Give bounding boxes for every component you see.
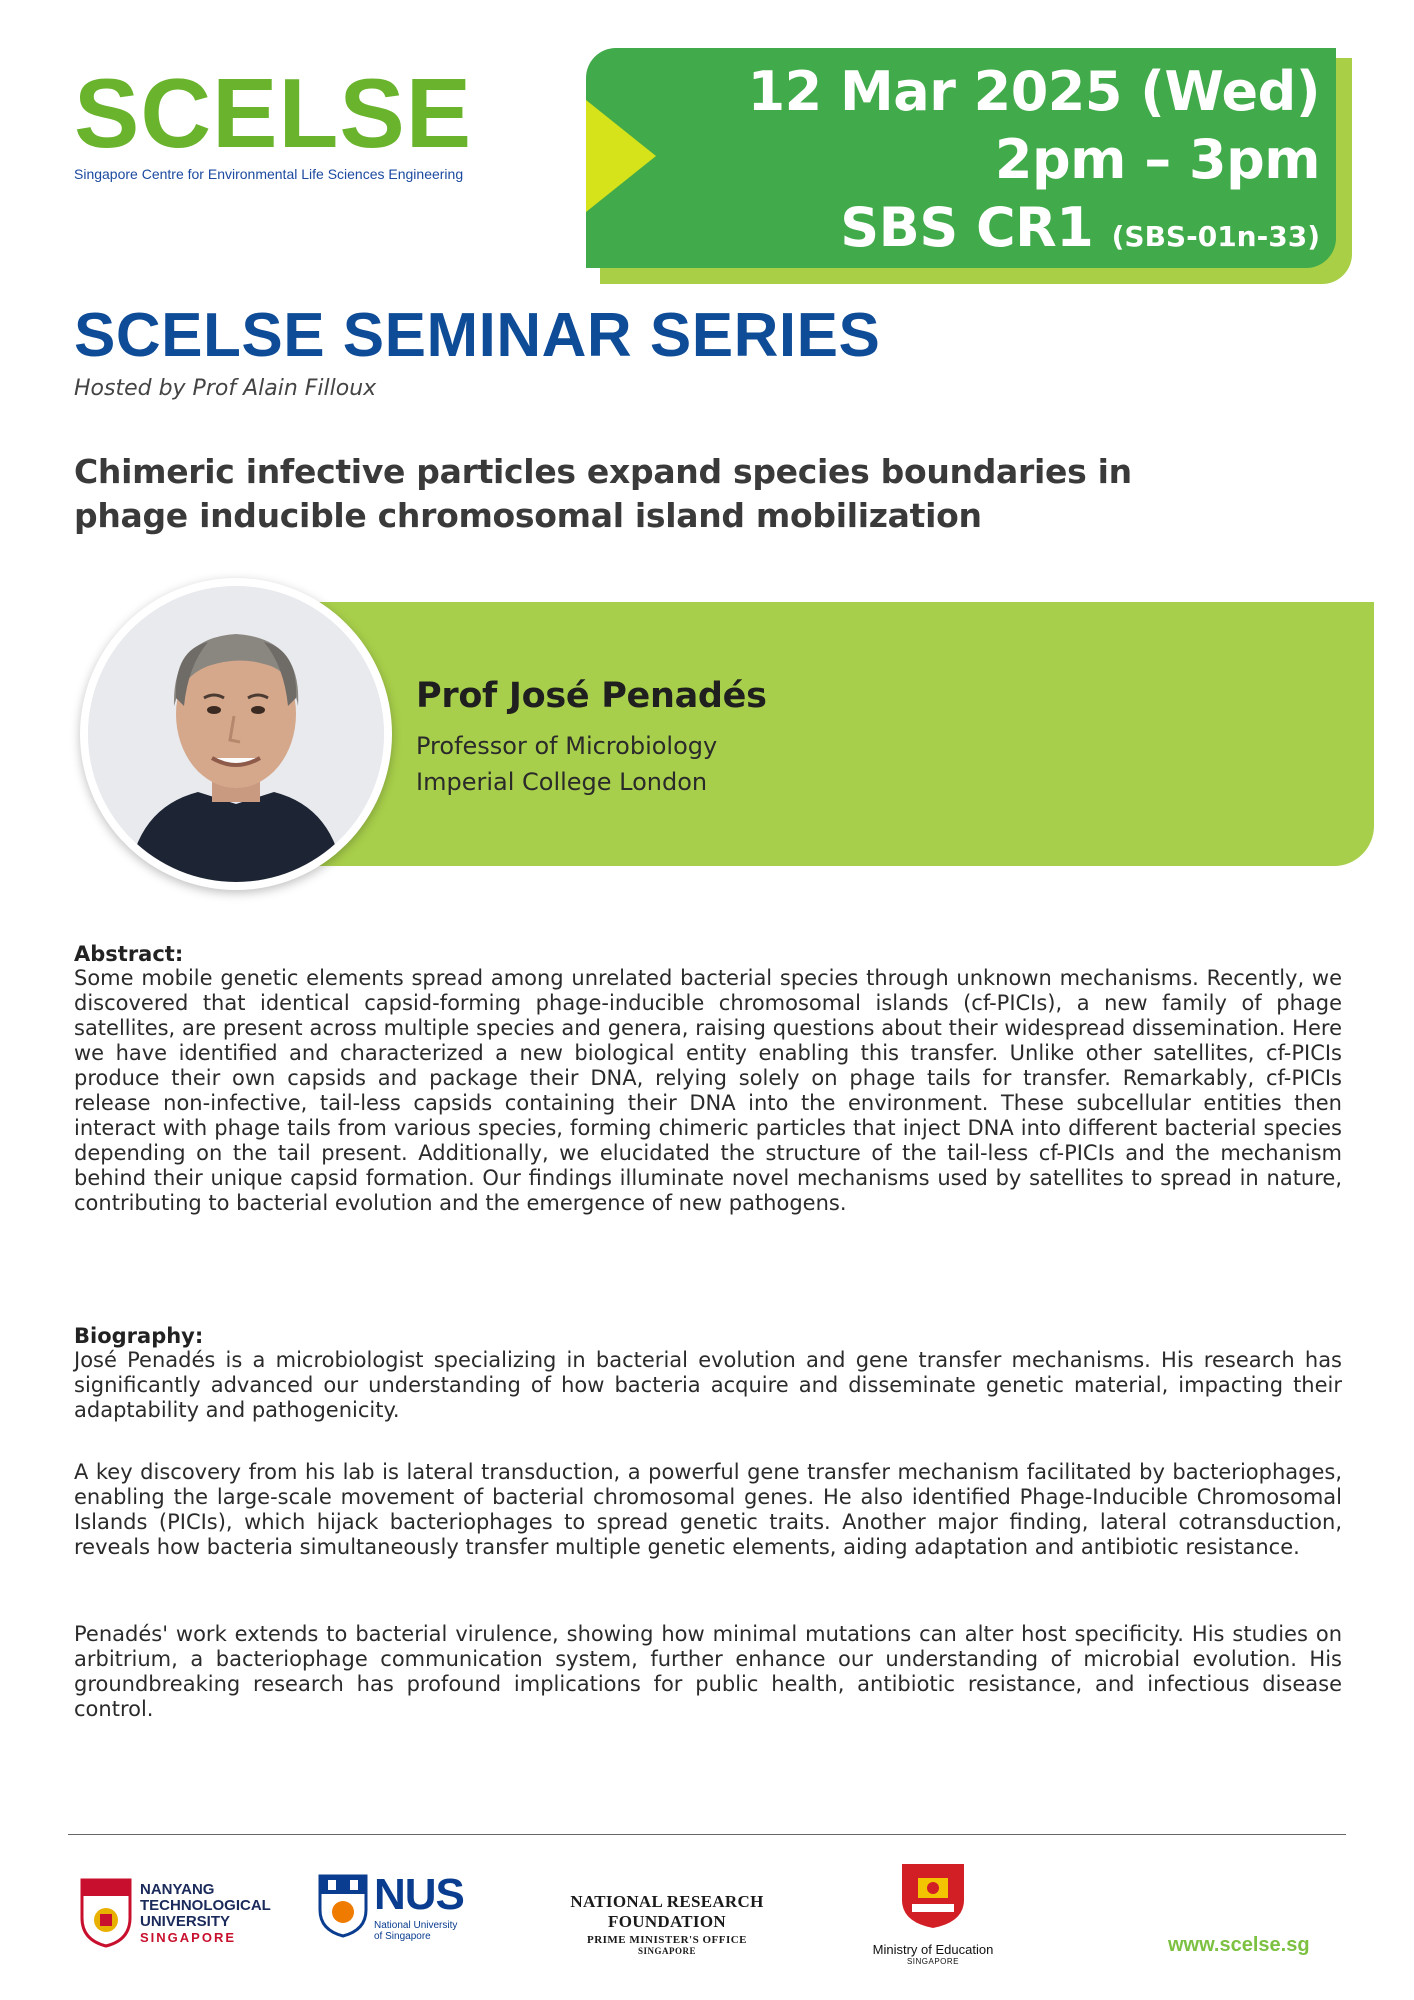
event-time: 2pm – 3pm [994, 128, 1320, 191]
event-date: 12 Mar 2025 (Wed) [747, 60, 1320, 123]
nus-wordmark: NUS [374, 1870, 464, 1919]
moe-logo [858, 1860, 1008, 1966]
speaker-photo [88, 586, 384, 882]
speaker-portrait-icon [88, 586, 384, 882]
nus-line-1: National University [374, 1920, 458, 1931]
event-venue [748, 194, 1320, 271]
website-link[interactable]: www.scelse.sg [1168, 1934, 1310, 1956]
ntu-logo [80, 1876, 280, 1952]
ntu-wordmark [140, 1882, 271, 1946]
ntu-line-4: SINGAPORE [140, 1930, 237, 1945]
talk-title: Chimeric infective particles expand species boundaries in phage inducible chromosomal island mobilization [74, 452, 1132, 535]
event-details [748, 58, 1320, 271]
abstract-label: Abstract: [74, 942, 184, 966]
logo-subtitle: Singapore Centre for Environmental Life Sciences Engineering [74, 166, 464, 182]
ntu-line-2: TECHNOLOGICAL [140, 1897, 271, 1914]
moe-line-2: SINGAPORE [906, 1957, 960, 1966]
biography-paragraph-2: A key discovery from his lab is lateral transduction, a powerful gene transfer mechanism facilitated by bacteriophages, enabling the large-scale movement of bacterial chromosomal genes. He also identified Phage-Inducible Chromosomal Islands (PICIs), which hijack bacteriophages to spread genetic traits. Another major finding, lateral cotransduction, reveals how bacteria simultaneously transfer multiple genetic elements, aiding adaptation and antibiotic resistance. [74, 1460, 1342, 1559]
venue-name: SBS CR1 [840, 196, 1094, 259]
logo-wordmark: SCELSE [74, 58, 473, 168]
ntu-crest-icon [80, 1878, 132, 1948]
scelse-logo [74, 58, 473, 182]
host-line: Hosted by Prof Alain Filloux [74, 376, 377, 401]
nus-crest-icon [318, 1874, 368, 1938]
nrf-logo [512, 1892, 822, 1956]
nrf-line-1: NATIONAL RESEARCH FOUNDATION [570, 1892, 764, 1931]
nus-fullname [374, 1920, 457, 1942]
ntu-line-3: UNIVERSITY [140, 1913, 231, 1930]
venue-code: (SBS-01n-33) [1111, 220, 1320, 253]
abstract-text: Some mobile genetic elements spread among unrelated bacterial species through unknown mechanisms. Recently, we discovered that identical capsid-forming phage-inducible chromosomal islands (cf-PICIs), a new family of phage satellites, are present across multiple species and genera, raising questions about their widespread dissemination. Here we have identified and characterized a new biological entity enabling this transfer. Unlike other satellites, cf-PICIs produce their own capsids and package their DNA, relying solely on phage tails for transfer. Remarkably, cf-PICIs release non-infective, tail-less capsids containing their DNA into the environment. These subcellular entities then interact with phage tails from various species, forming chimeric particles that inject DNA into different bacterial species depending on the tail present. Additionally, we elucidated the structure of the tail-less cf-PICIs and the mechanism behind their unique capsid formation. Our findings illuminate novel mechanisms used by satellites to spread in nature, contributing to bacterial evolution and the emergence of new pathogens. [74, 966, 1342, 1215]
biography-paragraph-3: Penadés' work extends to bacterial virulence, showing how minimal mutations can alter host specificity. His studies on arbitrium, a bacteriophage communication system, further enhance our understanding of microbial evolution. His groundbreaking research has profound implications for public health, antibiotic resistance, and infectious disease control. [74, 1622, 1342, 1721]
nus-logo [318, 1872, 478, 1952]
nus-line-2: of Singapore [374, 1931, 431, 1942]
moe-crest-icon [898, 1860, 968, 1930]
series-title: SCELSE SEMINAR SERIES [74, 301, 881, 370]
speaker-position: Professor of Microbiology [416, 732, 718, 760]
speaker-affiliation [416, 728, 717, 800]
speaker-institution: Imperial College London [416, 768, 708, 796]
biography-label: Biography: [74, 1324, 204, 1348]
speaker-name: Prof José Penadés [416, 676, 767, 716]
biography-paragraph-1: José Penadés is a microbiologist specializing in bacterial evolution and gene transfer mechanisms. His research has significantly advanced our understanding of how bacteria acquire and disseminate genetic material, impacting their adaptability and pathogenicity. [74, 1348, 1342, 1422]
ntu-line-1: NANYANG [140, 1881, 215, 1898]
moe-line-1: Ministry of Education [872, 1942, 994, 1957]
nrf-line-3: SINGAPORE [637, 1946, 696, 1956]
footer-divider [68, 1834, 1346, 1835]
nrf-line-2: PRIME MINISTER'S OFFICE [586, 1934, 748, 1946]
banner-arrow-icon [586, 100, 656, 212]
